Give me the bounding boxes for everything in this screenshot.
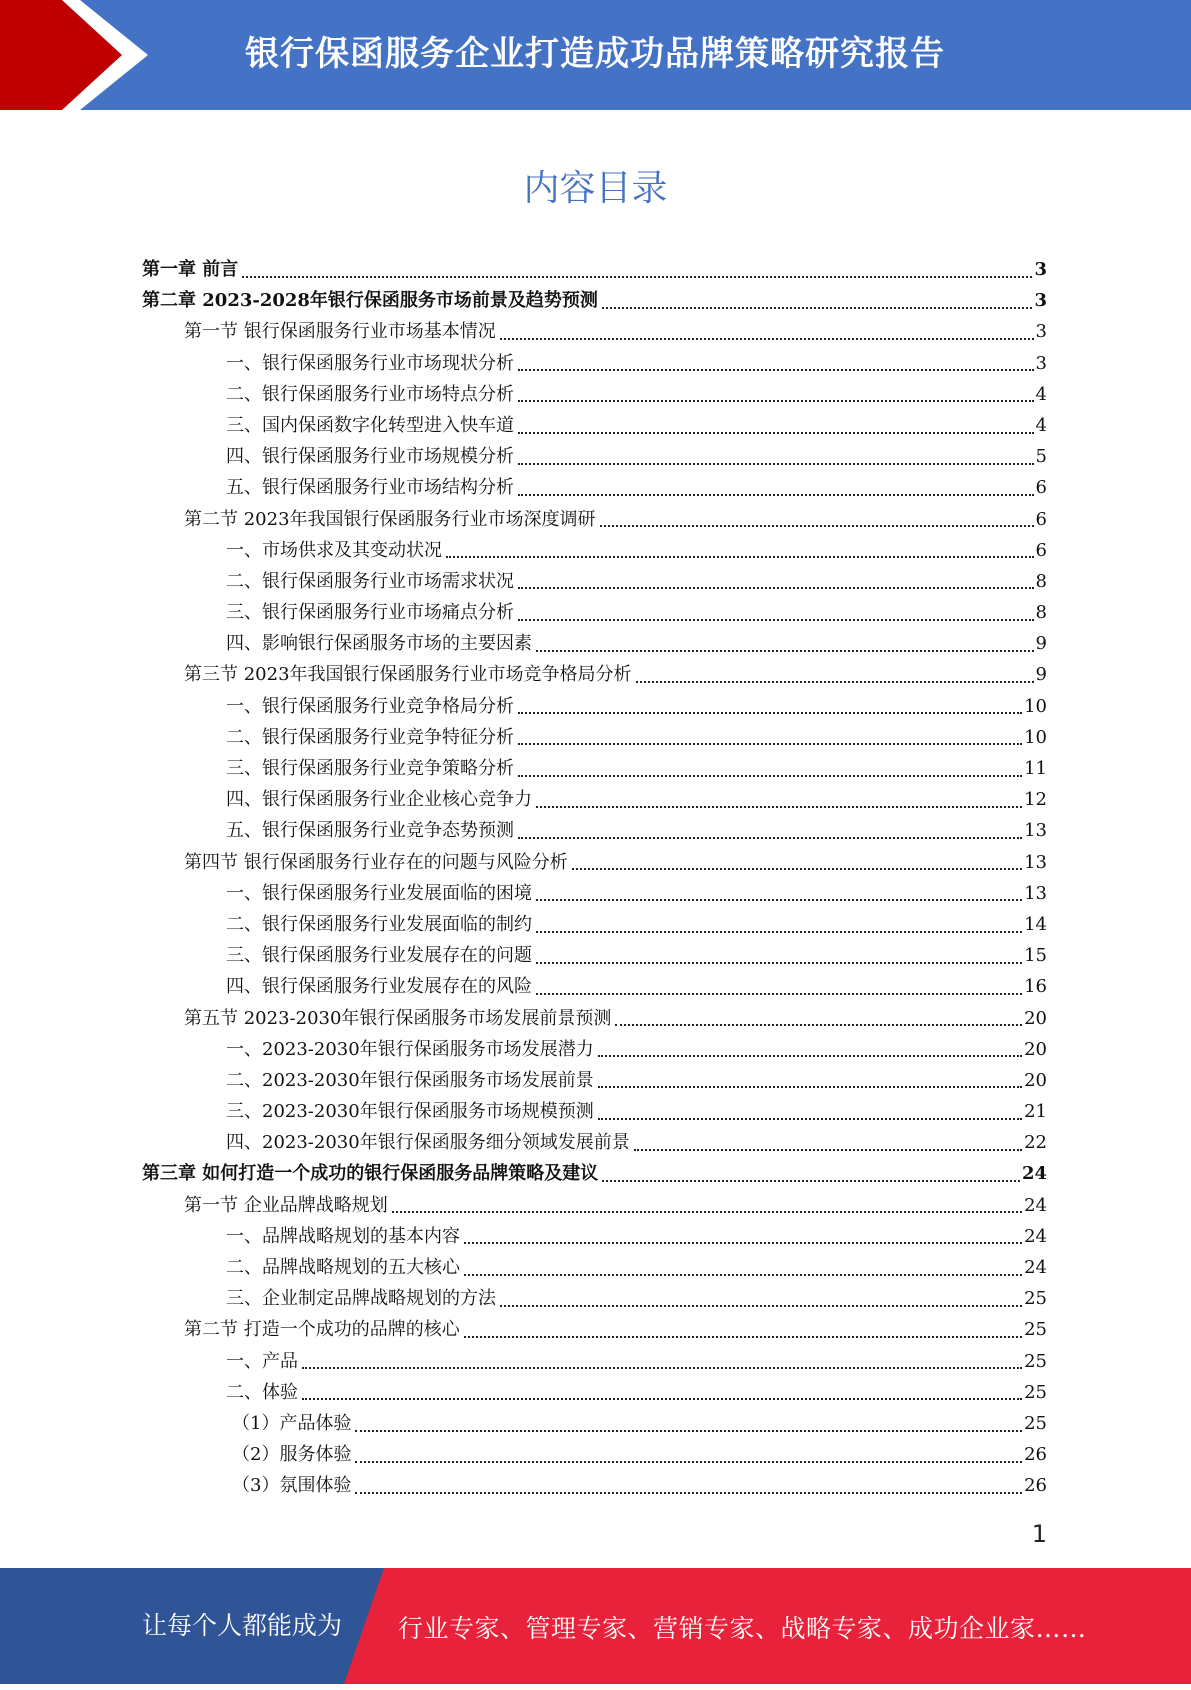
toc-entry-text: 四、2023-2030年银行保函服务细分领域发展前景: [226, 1132, 630, 1154]
footer-band: [0, 1568, 1191, 1684]
toc-entry[interactable]: [142, 348, 1047, 379]
toc-entry[interactable]: [142, 784, 1047, 815]
toc-entry-text: 一、市场供求及其变动状况: [226, 539, 442, 561]
toc-page-number: 13: [1024, 820, 1047, 842]
toc-entry-text: 第五节 2023-2030年银行保函服务市场发展前景预测: [184, 1007, 612, 1029]
toc-dot-leader: [500, 338, 1034, 340]
toc-entry-text: 二、银行保函服务行业竞争特征分析: [226, 726, 514, 748]
toc-page-number: 13: [1024, 882, 1047, 904]
toc-page-number: 10: [1024, 695, 1047, 717]
toc-entry-text: 四、银行保函服务行业企业核心竞争力: [226, 789, 532, 811]
toc-page-number: 4: [1035, 383, 1047, 405]
toc-entry-text: 第一节 企业品牌战略规划: [184, 1194, 388, 1216]
toc-page-number: 4: [1035, 414, 1047, 436]
toc-dot-leader: [500, 1305, 1022, 1307]
toc-entry[interactable]: [142, 441, 1047, 472]
toc-entry[interactable]: [142, 1034, 1047, 1065]
toc-entry[interactable]: [142, 1096, 1047, 1127]
toc-entry[interactable]: [142, 1127, 1047, 1158]
toc-dot-leader: [518, 494, 1034, 496]
toc-entry-text: 一、2023-2030年银行保函服务市场发展潜力: [226, 1038, 594, 1060]
toc-entry-text: 二、银行保函服务行业市场需求状况: [226, 570, 514, 592]
toc-dot-leader: [355, 1430, 1022, 1432]
toc-page-number: 9: [1035, 633, 1047, 655]
toc-entry[interactable]: [142, 410, 1047, 441]
toc-page-number: 10: [1024, 726, 1047, 748]
toc-dot-leader: [536, 962, 1022, 964]
toc-page-number: 8: [1035, 602, 1047, 624]
toc-entry[interactable]: [142, 1408, 1047, 1439]
toc-dot-leader: [572, 868, 1022, 870]
toc-entry[interactable]: [142, 1003, 1047, 1034]
footer-slogan-right: 行业专家、管理专家、营销专家、战略专家、成功企业家……: [398, 1614, 1087, 1643]
toc-page-number: 6: [1035, 477, 1047, 499]
toc-page-number: 22: [1024, 1132, 1047, 1154]
toc-entry-text: 第二节 2023年我国银行保函服务行业市场深度调研: [184, 508, 596, 530]
toc-page-number: 24: [1024, 1194, 1047, 1216]
toc-dot-leader: [518, 712, 1022, 714]
toc-page-number: 6: [1035, 539, 1047, 561]
toc-dot-leader: [636, 681, 1034, 683]
toc-entry-text: 第一章 前言: [142, 259, 239, 280]
toc-entry[interactable]: [142, 815, 1047, 846]
toc-page-number: 25: [1024, 1350, 1047, 1372]
toc-page-number: 5: [1035, 446, 1047, 468]
toc-dot-leader: [634, 1149, 1022, 1151]
toc-entry[interactable]: [142, 691, 1047, 722]
toc-dot-leader: [518, 400, 1034, 402]
toc-dot-leader: [600, 525, 1034, 527]
toc-entry[interactable]: [142, 1252, 1047, 1283]
toc-entry[interactable]: [142, 597, 1047, 628]
toc-entry[interactable]: [142, 1346, 1047, 1377]
toc-entry[interactable]: [142, 566, 1047, 597]
toc-entry-text: 二、2023-2030年银行保函服务市场发展前景: [226, 1069, 594, 1091]
toc-dot-leader: [518, 432, 1034, 434]
toc-entry-text: 三、银行保函服务行业发展存在的问题: [226, 945, 532, 967]
toc-entry-text: 一、银行保函服务行业竞争格局分析: [226, 695, 514, 717]
toc-page-number: 3: [1035, 352, 1047, 374]
toc-entry[interactable]: [142, 1377, 1047, 1408]
header-band: [0, 0, 1191, 110]
toc-entry-text: 第二章 2023-2028年银行保函服务市场前景及趋势预测: [142, 290, 598, 312]
toc-entry[interactable]: [142, 1190, 1047, 1221]
toc-entry-text: 第四节 银行保函服务行业存在的问题与风险分析: [184, 851, 568, 873]
toc-entry-text: 三、银行保函服务行业市场痛点分析: [226, 602, 514, 624]
toc-entry-text: 一、银行保函服务行业发展面临的困境: [226, 882, 532, 904]
page-number: 1: [1031, 1520, 1047, 1548]
toc-page-number: 3: [1035, 321, 1047, 343]
footer-slogan-left: 让每个人都能成为: [142, 1611, 343, 1640]
toc-entry[interactable]: [142, 1221, 1047, 1252]
toc-entry-text: 五、银行保函服务行业市场结构分析: [226, 477, 514, 499]
toc-entry[interactable]: [142, 472, 1047, 503]
toc-dot-leader: [518, 587, 1034, 589]
toc-entry-text: 二、银行保函服务行业市场特点分析: [226, 383, 514, 405]
toc-dot-leader: [392, 1211, 1022, 1213]
toc-entry[interactable]: [142, 628, 1047, 659]
toc-dot-leader: [602, 1180, 1020, 1182]
toc-entry-text: 四、银行保函服务行业市场规模分析: [226, 446, 514, 468]
toc-dot-leader: [355, 1492, 1022, 1494]
toc-page-number: 3: [1034, 259, 1047, 280]
toc-page-number: 15: [1024, 945, 1047, 967]
toc-dot-leader: [518, 775, 1022, 777]
toc-page-number: 20: [1024, 1038, 1047, 1060]
toc-entry[interactable]: [142, 1065, 1047, 1096]
toc-entry-text: 二、体验: [226, 1381, 298, 1403]
toc-dot-leader: [598, 1086, 1022, 1088]
toc-dot-leader: [464, 1274, 1022, 1276]
toc-dot-leader: [446, 556, 1034, 558]
toc-entry-text: 三、银行保函服务行业竞争策略分析: [226, 758, 514, 779]
toc-entry[interactable]: [142, 1439, 1047, 1470]
report-title: 银行保函服务企业打造成功品牌策略研究报告: [245, 34, 945, 74]
toc-entry[interactable]: [142, 379, 1047, 410]
toc-entry[interactable]: [142, 1283, 1047, 1314]
toc-page-number: 24: [1024, 1257, 1047, 1278]
toc-page-number: 16: [1024, 976, 1047, 998]
toc-page-number: 3: [1034, 290, 1047, 312]
toc-dot-leader: [518, 463, 1034, 465]
toc-entry[interactable]: [142, 659, 1047, 690]
toc-entry[interactable]: [142, 878, 1047, 909]
toc-entry-text: 三、企业制定品牌战略规划的方法: [226, 1288, 496, 1310]
toc-entry-text: 五、银行保函服务行业竞争态势预测: [226, 820, 514, 842]
toc-page-number: 24: [1024, 1225, 1047, 1247]
toc-entry-text: 二、银行保函服务行业发展面临的制约: [226, 913, 532, 935]
toc-entry-text: 二、品牌战略规划的五大核心: [226, 1257, 460, 1278]
toc-page-number: 6: [1035, 508, 1047, 530]
toc-page-number: 11: [1024, 758, 1047, 779]
toc-dot-leader: [518, 369, 1034, 371]
toc-entry-text: 第一节 银行保函服务行业市场基本情况: [184, 321, 496, 343]
toc-dot-leader: [536, 650, 1034, 652]
toc-dot-leader: [536, 806, 1022, 808]
toc-dot-leader: [464, 1242, 1022, 1244]
toc-page-number: 8: [1035, 570, 1047, 592]
toc-entry[interactable]: [142, 909, 1047, 940]
toc-entry[interactable]: [142, 753, 1047, 784]
toc-dot-leader: [355, 1461, 1022, 1463]
toc-dot-leader: [602, 307, 1033, 309]
toc-entry[interactable]: [142, 971, 1047, 1002]
toc-entry-text: 一、银行保函服务行业市场现状分析: [226, 352, 514, 374]
toc-dot-leader: [615, 1024, 1022, 1026]
toc-entry-text: 第三节 2023年我国银行保函服务行业市场竞争格局分析: [184, 664, 632, 686]
toc-page-number: 20: [1024, 1007, 1047, 1029]
toc-entry[interactable]: [142, 940, 1047, 971]
toc-page-number: 9: [1035, 664, 1047, 686]
toc-entry-text: 三、2023-2030年银行保函服务市场规模预测: [226, 1101, 594, 1123]
table-of-contents: [142, 254, 1047, 1502]
toc-dot-leader: [598, 1055, 1022, 1057]
toc-dot-leader: [302, 1367, 1022, 1369]
toc-dot-leader: [598, 1118, 1022, 1120]
toc-entry-text: 第二节 打造一个成功的品牌的核心: [184, 1319, 460, 1341]
toc-heading: 内容目录: [523, 168, 668, 209]
toc-dot-leader: [242, 276, 1032, 278]
toc-entry-text: 第三章 如何打造一个成功的银行保函服务品牌策略及建议: [142, 1163, 599, 1185]
toc-entry-text: 三、国内保函数字化转型进入快车道: [226, 414, 514, 436]
toc-entry[interactable]: [142, 316, 1047, 347]
toc-entry-text: 一、品牌战略规划的基本内容: [226, 1225, 460, 1247]
toc-entry-text: （2）服务体验: [232, 1444, 352, 1466]
toc-entry[interactable]: [142, 847, 1047, 878]
toc-dot-leader: [536, 993, 1022, 995]
toc-page-number: 25: [1024, 1319, 1047, 1341]
toc-entry[interactable]: [142, 254, 1047, 285]
toc-entry[interactable]: [142, 1314, 1047, 1345]
toc-page-number: 25: [1024, 1288, 1047, 1310]
toc-dot-leader: [518, 619, 1034, 621]
toc-page-number: 25: [1024, 1381, 1047, 1403]
toc-page-number: 24: [1021, 1163, 1047, 1185]
toc-entry[interactable]: [142, 722, 1047, 753]
toc-entry-text: 一、产品: [226, 1350, 298, 1372]
toc-dot-leader: [518, 837, 1022, 839]
toc-entry-text: 四、影响银行保函服务市场的主要因素: [226, 633, 532, 655]
toc-page-number: 13: [1024, 851, 1047, 873]
toc-dot-leader: [536, 899, 1022, 901]
toc-entry[interactable]: [142, 1470, 1047, 1501]
toc-entry-text: （3）氛围体验: [232, 1475, 352, 1497]
toc-dot-leader: [302, 1398, 1022, 1400]
toc-entry[interactable]: [142, 1158, 1047, 1189]
toc-page-number: 26: [1024, 1444, 1047, 1466]
toc-entry-text: （1）产品体验: [232, 1412, 352, 1434]
toc-page-number: 12: [1024, 789, 1047, 811]
toc-entry[interactable]: [142, 285, 1047, 316]
toc-page-number: 21: [1024, 1101, 1047, 1123]
toc-page-number: 14: [1024, 913, 1047, 935]
toc-dot-leader: [518, 743, 1022, 745]
toc-page-number: 25: [1024, 1412, 1047, 1434]
toc-page-number: 26: [1024, 1475, 1047, 1497]
toc-entry[interactable]: [142, 504, 1047, 535]
toc-page-number: 20: [1024, 1069, 1047, 1091]
toc-entry[interactable]: [142, 535, 1047, 566]
toc-entry-text: 四、银行保函服务行业发展存在的风险: [226, 976, 532, 998]
toc-dot-leader: [536, 931, 1022, 933]
toc-dot-leader: [464, 1336, 1022, 1338]
